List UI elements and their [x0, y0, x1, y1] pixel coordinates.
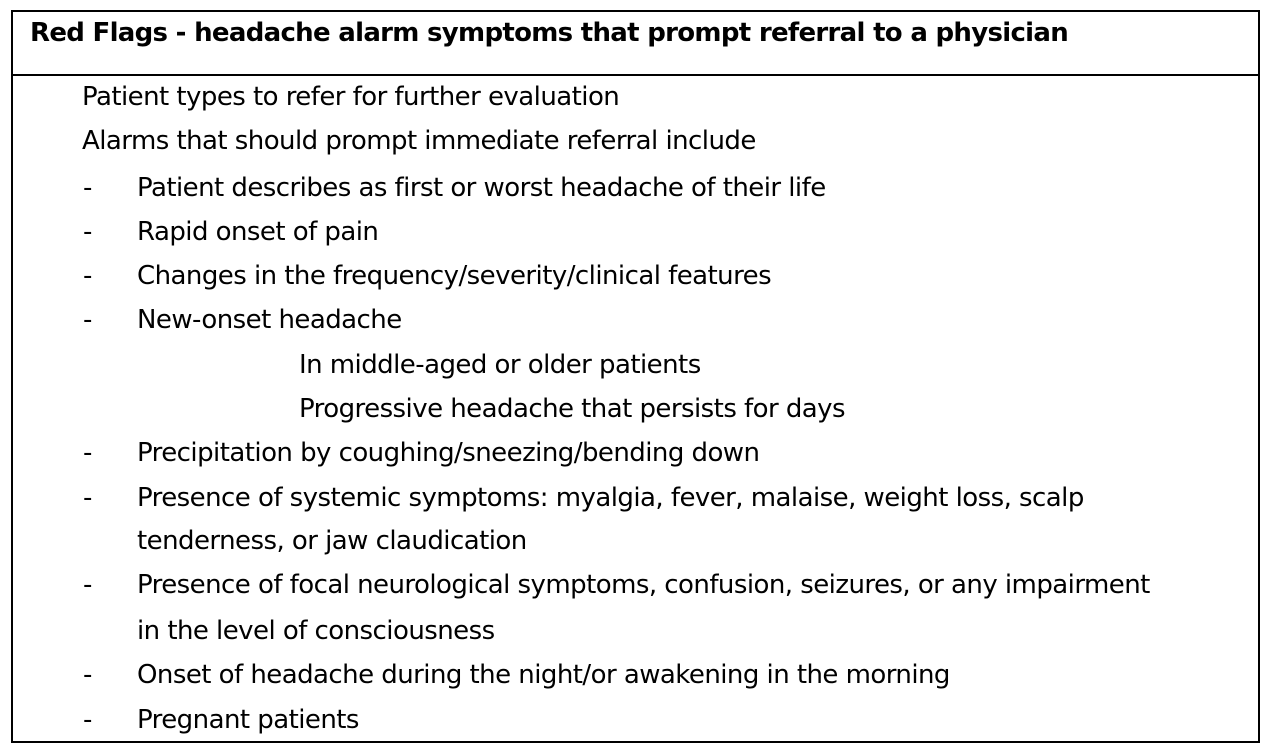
list-item-rapid-onset: Rapid onset of pain — [137, 217, 379, 247]
bullet-dash: - — [83, 261, 93, 291]
list-item-systemic: Presence of systemic symptoms: myalgia, fever, malaise, weight loss, scalp — [137, 483, 1084, 513]
sub-item-progressive: Progressive headache that persists for days — [299, 394, 846, 424]
table-header — [13, 12, 1258, 76]
bullet-dash: - — [83, 305, 93, 335]
list-item-focal-neuro-continuation: in the level of consciousness — [137, 616, 495, 646]
bullet-dash: - — [83, 173, 93, 203]
list-item-new-onset: New-onset headache — [137, 305, 402, 335]
sub-item-middle-aged: In middle-aged or older patients — [299, 350, 701, 380]
list-item-precipitation: Precipitation by coughing/sneezing/bending down — [137, 438, 760, 468]
list-item-changes: Changes in the frequency/severity/clinical features — [137, 261, 772, 291]
bullet-dash: - — [83, 438, 93, 468]
list-item-pregnant: Pregnant patients — [137, 705, 359, 735]
red-flags-table — [11, 10, 1260, 743]
list-item-night-onset: Onset of headache during the night/or awakening in the morning — [137, 660, 950, 690]
list-item-focal-neuro: Presence of focal neurological symptoms, confusion, seizures, or any impairment — [137, 570, 1150, 600]
list-item-systemic-continuation: tenderness, or jaw claudication — [137, 526, 527, 556]
table-body — [13, 76, 1258, 741]
table-title: Red Flags - headache alarm symptoms that prompt referral to a physician — [30, 18, 1069, 48]
bullet-dash: - — [83, 217, 93, 247]
bullet-dash: - — [83, 570, 93, 600]
bullet-dash: - — [83, 705, 93, 735]
list-item-worst-headache: Patient describes as first or worst headache of their life — [137, 173, 826, 203]
intro-line-refer: Patient types to refer for further evaluation — [82, 82, 620, 112]
bullet-dash: - — [83, 483, 93, 513]
intro-line-alarms: Alarms that should prompt immediate referral include — [82, 126, 756, 156]
bullet-dash: - — [83, 660, 93, 690]
